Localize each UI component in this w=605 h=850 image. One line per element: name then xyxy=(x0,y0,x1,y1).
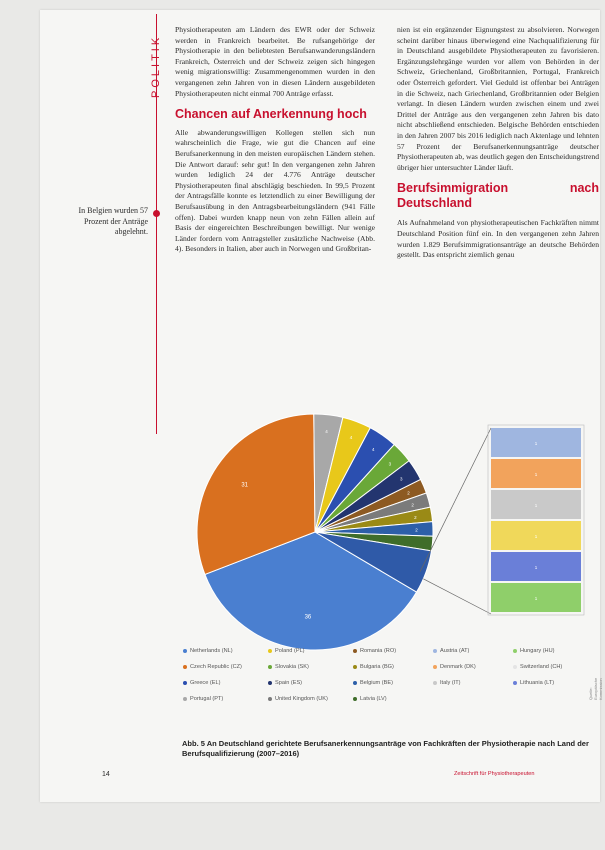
legend-swatch xyxy=(433,681,437,685)
legend-swatch xyxy=(513,681,517,685)
paragraph: Physiotherapeuten am Ländern des EWR oder der Schweiz werden in Frankreich bearbeitet. Be rufsangehörige der Physiotherapie in den beliebtesten Berufsanwanderungsländern Frankreich, Österreich und der Schweiz zeigen sich hingegen wenig migrationswillig: Zusammengenommen wurden in den vergangenen zehn Jahren von in diesen Ländern ausgebildeten Physiotherapeuten nicht einmal 700 Anträge erfasst. xyxy=(175,25,375,98)
bar-segment-label: 1 xyxy=(534,503,538,508)
connector-line xyxy=(420,428,491,572)
bar-segment-label: 1 xyxy=(534,534,538,539)
legend-item xyxy=(353,664,394,670)
bar-segment-label: 1 xyxy=(534,441,538,446)
legend-item xyxy=(268,680,302,686)
slice-label: 3 xyxy=(388,461,392,467)
legend-swatch xyxy=(433,649,437,653)
legend-item xyxy=(183,680,220,686)
legend-label: Switzerland (CH) xyxy=(520,664,563,670)
legend-item xyxy=(268,648,305,654)
bar-segment-label: 1 xyxy=(534,565,538,570)
slice-label: 31 xyxy=(241,482,249,489)
subheading: Berufsimmigration nach Deutschland xyxy=(397,181,599,210)
subheading: Chancen auf Anerkennung hoch xyxy=(175,107,367,122)
section-label: POLITIK xyxy=(150,34,162,98)
legend-item xyxy=(183,696,223,702)
legend-item xyxy=(353,696,387,702)
legend-label: Latvia (LV) xyxy=(360,696,387,702)
legend-swatch xyxy=(268,681,272,685)
slice-label: 2 xyxy=(414,514,417,520)
legend-label: Bulgaria (BG) xyxy=(360,664,394,670)
legend-swatch xyxy=(183,649,187,653)
legend-swatch xyxy=(353,665,357,669)
legend-label: Spain (ES) xyxy=(275,680,303,686)
legend-item xyxy=(513,680,554,686)
text-column-right xyxy=(397,25,599,261)
legend-item xyxy=(268,696,328,702)
paragraph: nien ist ein ergänzender Eignungstest zu absolvieren. Norwegen scheint darüber hinaus überwiegend eine Nachqualifizierung für in Deutschland ausgebildete Physiotherapeuten zu favorisieren. Ergänzungslehrgänge wurden vor allem von Behörden in der Schweiz, Griechenland, Großbritannien, Portugal, Frankreich oder Österreich gefordert. Viel Geduld ist offenbar bei Anträgen in die Schweiz, nach Griechenland, Großbritannien oder Belgien verlangt. In diesen Ländern wurden zwischen einem und zwei Drittel der Anträge aus den vergangenen zehn Jahren bis dato nicht abschließend entschieden. Belgische Behörden entschieden in den Jahren 2007 bis 2016 lediglich nach Aktenlage und lehnten 57 Prozent der Berufsanerkennungsanträge deutscher Physiotherapeuten ab, was deutlich gegen den Entscheidungstrend übriger hier untersuchter Länder läuft. xyxy=(397,25,599,172)
legend-label: United Kingdom (UK) xyxy=(275,696,328,702)
legend-label: Portugal (PT) xyxy=(190,696,224,702)
legend-swatch xyxy=(183,697,187,701)
legend-label: Slovakia (SK) xyxy=(275,664,309,670)
slice-label: 4 xyxy=(325,429,328,435)
legend-label: Denmark (DK) xyxy=(440,664,476,670)
slice-label: 2 xyxy=(407,490,410,496)
legend-swatch xyxy=(433,665,437,669)
legend-item xyxy=(433,664,476,670)
legend-label: Poland (PL) xyxy=(275,648,305,654)
legend-label: Lithuania (LT) xyxy=(520,680,555,686)
slice-label: 4 xyxy=(349,435,353,441)
legend-item xyxy=(433,648,469,654)
paragraph: Als Aufnahmeland von physiotherapeutischen Fachkräften nimmt Deutschland Position fünf ein. In den vergangenen zehn Jahren wurden 1.829 Berufsimmigrationsanträge an deutsche Behörden gestellt. Das entspricht ziemlich genau xyxy=(397,218,599,260)
legend-item xyxy=(183,648,233,654)
legend-swatch xyxy=(268,697,272,701)
legend-swatch xyxy=(513,649,517,653)
paragraph: Alle abwanderungswilligen Kollegen stellen sich nun wahrscheinlich die Frage, wie gut die Chancen auf eine Berufsanerkennung in den meisten europäischen Ländern stehen. Die Antwort darauf: sehr gut! In den vergangenen zehn Jahren wurden lediglich 24 der 4.776 Anträge deutscher Physiotherapeuten final abschlägig beschieden. In 99,5 Prozent der Antragsfälle konnte es letztendlich zu einer Bewilligung der Berufsausübung in den Antragsbearbeitungsländern (941 Fälle offen). Dabei wurden knapp neun von zehn Fällen allein auf Basis der eingereichten Beschreibungen bewilligt. Nur wenige Länder fordern vom Antragsteller zusätzliche Nachweise (Abb. 4). Besonders in Italien, aber auch in Norwegen und Großbritan- xyxy=(175,127,375,254)
legend-swatch xyxy=(183,681,187,685)
legend-swatch xyxy=(353,681,357,685)
bar-segment-label: 1 xyxy=(534,472,538,477)
legend-swatch xyxy=(268,665,272,669)
connector-line xyxy=(423,579,491,614)
legend-item xyxy=(513,664,562,670)
legend-label: Austria (AT) xyxy=(440,648,470,654)
legend-item xyxy=(353,648,396,654)
page-number: 14 xyxy=(102,771,110,778)
slice-label: 3 xyxy=(400,476,403,482)
legend-label: Romania (RO) xyxy=(360,648,397,654)
legend-item xyxy=(353,680,393,686)
bar-segment-label: 1 xyxy=(534,596,538,601)
legend-swatch xyxy=(183,665,187,669)
slice-label: 36 xyxy=(304,614,312,621)
legend-label: Belgium (BE) xyxy=(360,680,393,686)
legend-item xyxy=(433,680,461,686)
legend-swatch xyxy=(353,649,357,653)
margin-note: In Belgien wurden 57 Prozent der Anträge abgelehnt. xyxy=(78,206,148,236)
margin-note-marker xyxy=(153,210,160,217)
legend-label: Hungary (HU) xyxy=(520,648,555,654)
legend-item xyxy=(268,664,309,670)
slice-label: 4 xyxy=(372,446,375,452)
slice-label: 2 xyxy=(411,502,414,508)
source-credit: Quelle: Europäische Kommission xyxy=(588,677,603,700)
legend-label: Italy (IT) xyxy=(440,680,461,686)
legend-swatch xyxy=(268,649,272,653)
figure-caption: Abb. 5 An Deutschland gerichtete Berufsanerkennungsanträge von Fachkräften der Physiotherapie nach Land der Berufsqualifizierung (2007–2016) xyxy=(182,739,589,758)
legend-item xyxy=(513,648,555,654)
legend-swatch xyxy=(513,665,517,669)
footer-journal: Zeitschrift für Physiotherapeuten xyxy=(454,771,535,777)
legend-label: Greece (EL) xyxy=(190,680,221,686)
legend-swatch xyxy=(353,697,357,701)
legend-item xyxy=(183,664,242,670)
legend-label: Netherlands (NL) xyxy=(190,648,233,654)
legend-label: Czech Republic (CZ) xyxy=(190,664,242,670)
text-column-left xyxy=(175,25,375,255)
slice-label: 2 xyxy=(415,527,418,533)
